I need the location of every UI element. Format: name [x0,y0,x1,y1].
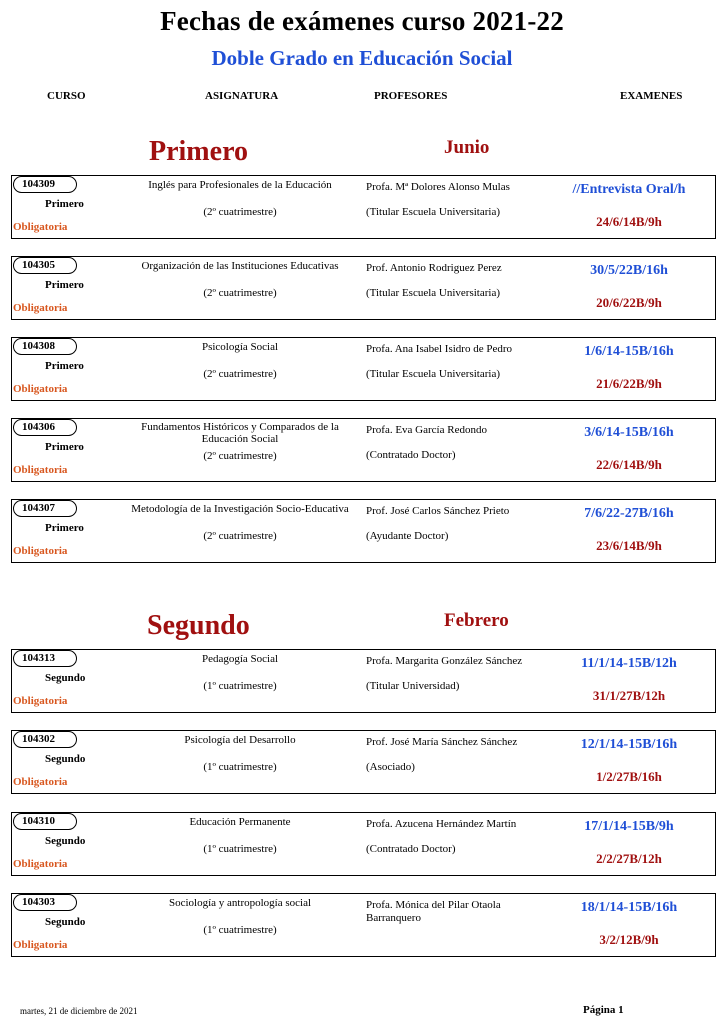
course-exam-1: 3/6/14-15B/16h [584,425,674,440]
course-card [11,499,716,563]
course-code: 104313 [13,650,77,667]
course-code: 104310 [13,813,77,830]
course-type: Obligatoria [13,695,68,707]
course-exam-2: 24/6/14B/9h [596,214,662,229]
course-code: 104307 [13,500,77,517]
course-type: Obligatoria [13,939,68,951]
course-exam-1: 18/1/14-15B/16h [580,900,678,915]
section-name: Primero [149,136,248,167]
course-exam-2: 21/6/22B/9h [596,376,662,391]
course-exam-1: 30/5/22B/16h [590,263,668,278]
column-header-asignatura: ASIGNATURA [205,90,279,102]
section-period: Junio [444,137,490,158]
course-professor-category: (Contratado Doctor) [366,843,456,855]
course-card [11,730,716,794]
course-type: Obligatoria [13,464,68,476]
course-subject: Inglés para Profesionales de la Educación [148,179,332,191]
course-type: Obligatoria [13,776,68,788]
course-exam-1: 1/6/14-15B/16h [584,344,674,359]
course-exam-2: 3/2/12B/9h [599,932,659,947]
course-subject: Pedagogía Social [201,653,279,665]
course-year: Segundo [45,835,86,847]
course-card [11,893,716,957]
course-code: 104309 [13,176,77,193]
course-year: Primero [45,198,84,210]
course-subject: Sociología y antropología social [168,897,312,909]
course-type: Obligatoria [13,858,68,870]
course-professor: Prof. José Carlos Sánchez Prieto [366,505,510,517]
course-professor: Profa. Azucena Hernández Martín [366,818,517,830]
course-professor: Profa. Mª Dolores Alonso Mulas [366,181,510,193]
course-semester: (1º cuatrimestre) [203,680,277,692]
course-code: 104302 [13,731,77,748]
course-type: Obligatoria [13,383,68,395]
course-exam-1: 11/1/14-15B/12h [581,656,677,671]
course-year: Primero [45,522,84,534]
course-card [11,337,716,401]
course-professor-category: (Contratado Doctor) [366,449,456,461]
course-subject: Psicología Social [201,341,279,353]
course-exam-1: 17/1/14-15B/9h [584,819,674,834]
course-exam-2: 23/6/14B/9h [596,538,662,553]
page-title: Fechas de exámenes curso 2021-22 [160,6,564,36]
course-semester: (1º cuatrimestre) [203,761,277,773]
course-professor-category: (Titular Escuela Universitaria) [366,287,500,299]
course-year: Primero [45,360,84,372]
course-year: Segundo [45,672,86,684]
column-header-curso: CURSO [47,90,86,102]
course-semester: (2º cuatrimestre) [203,368,277,380]
column-header-profesores: PROFESORES [374,90,448,102]
course-subject: Fundamentos Históricos y Comparados de la Educación Social [141,421,339,445]
course-type: Obligatoria [13,302,68,314]
course-code: 104308 [13,338,77,355]
course-exam-1: 12/1/14-15B/16h [580,737,678,752]
course-professor-category: (Titular Universidad) [366,680,460,692]
course-exam-2: 1/2/27B/16h [596,769,662,784]
course-semester: (1º cuatrimestre) [203,924,277,936]
section-name: Segundo [147,610,250,641]
course-exam-2: 20/6/22B/9h [596,295,662,310]
page-subtitle: Doble Grado en Educación Social [211,46,513,70]
course-semester: (2º cuatrimestre) [203,287,277,299]
course-code: 104303 [13,894,77,911]
course-year: Primero [45,279,84,291]
course-professor-category: (Asociado) [366,761,415,773]
course-professor-category: (Titular Escuela Universitaria) [366,368,500,380]
course-year: Segundo [45,916,86,928]
course-subject: Metodología de la Investigación Socio-Educativa [131,503,349,515]
course-code: 104305 [13,257,77,274]
course-card [11,649,716,713]
course-semester: (2º cuatrimestre) [203,450,277,462]
course-exam-2: 31/1/27B/12h [592,688,666,703]
section-period: Febrero [444,610,509,631]
course-subject: Organización de las Instituciones Educativas [141,260,339,272]
course-type: Obligatoria [13,545,68,557]
course-exam-1: //Entrevista Oral/h [572,182,686,197]
course-exam-2: 2/2/27B/12h [596,851,662,866]
course-professor: Prof. José María Sánchez Sánchez [366,736,518,748]
course-professor-category: (Titular Escuela Universitaria) [366,206,500,218]
column-header-examenes: EXAMENES [620,90,683,102]
course-semester: (1º cuatrimestre) [203,843,277,855]
course-professor: Profa. Mónica del Pilar Otaola Barranquero [366,899,501,924]
course-year: Primero [45,441,84,453]
course-subject: Psicología del Desarrollo [184,734,296,746]
course-professor: Profa. Eva García Redondo [366,424,487,436]
course-code: 104306 [13,419,77,436]
course-semester: (2º cuatrimestre) [203,206,277,218]
course-card [11,812,716,876]
course-exam-1: 7/6/22-27B/16h [584,506,674,521]
course-card [11,418,716,482]
footer-page-number: Página 1 [583,1004,624,1016]
course-type: Obligatoria [13,221,68,233]
course-professor: Profa. Ana Isabel Isidro de Pedro [366,343,513,355]
footer-date: martes, 21 de diciembre de 2021 [20,1006,138,1016]
course-subject: Educación Permanente [189,816,291,828]
course-semester: (2º cuatrimestre) [203,530,277,542]
course-exam-2: 22/6/14B/9h [596,457,662,472]
course-card [11,256,716,320]
course-professor: Prof. Antonio Rodriguez Perez [366,262,502,274]
course-professor: Profa. Margarita González Sánchez [366,655,523,667]
course-year: Segundo [45,753,86,765]
course-card [11,175,716,239]
course-professor-category: (Ayudante Doctor) [366,530,449,542]
